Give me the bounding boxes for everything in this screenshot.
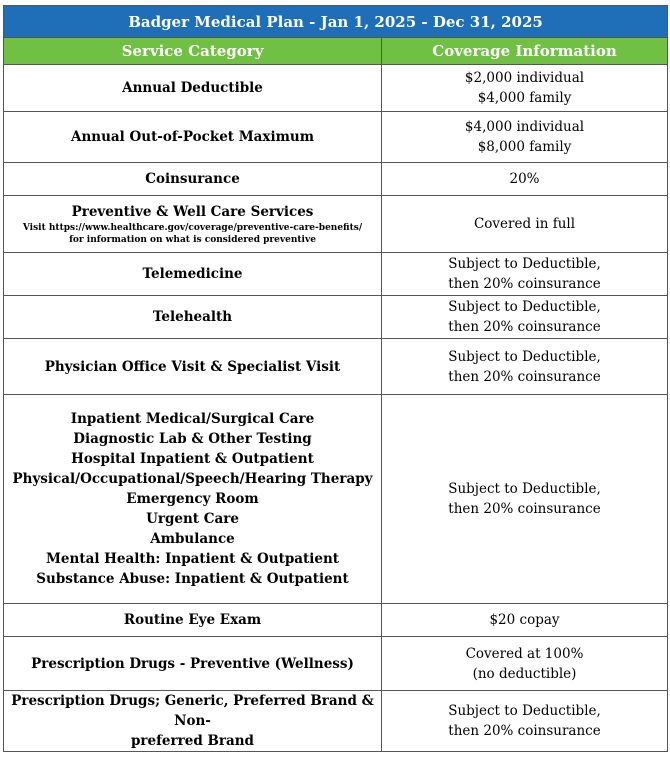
coverage-info-cell [382, 253, 668, 296]
coverage-info-cell [382, 339, 668, 395]
table-row [4, 604, 668, 637]
coverage-info-cell [382, 163, 668, 196]
coverage-info-text: then 20% coinsurance [448, 368, 601, 385]
service-category-text: Urgent Care [146, 511, 239, 527]
coverage-info-text: Subject to Deductible, [448, 299, 601, 315]
coverage-info-text: $8,000 family [477, 139, 572, 155]
header-row [4, 38, 668, 65]
coverage-info-text: $2,000 individual [464, 70, 585, 86]
coverage-info-cell [382, 395, 668, 604]
service-category-cell [4, 604, 382, 637]
service-category-cell [4, 253, 382, 296]
coverage-info-text: 20% [509, 171, 540, 187]
service-category-text: Physician Office Visit & Specialist Visit [44, 358, 341, 375]
coverage-info-cell [382, 196, 668, 253]
coverage-table [3, 5, 668, 752]
service-category-text: Diagnostic Lab & Other Testing [73, 431, 312, 447]
service-category-text: Hospital Inpatient & Outpatient [71, 451, 314, 467]
table-row [4, 637, 668, 691]
coverage-info-text: (no deductible) [472, 665, 577, 682]
coverage-info-text: then 20% coinsurance [448, 319, 601, 335]
service-category-cell [4, 163, 382, 196]
column-header-category: Service Category [4, 38, 382, 65]
table-row [4, 112, 668, 163]
preventive-note-text: for information on what is considered preventive [69, 235, 316, 245]
coverage-info-text: Subject to Deductible, [448, 481, 601, 497]
coverage-info-cell [382, 65, 668, 112]
coverage-info-text: $4,000 family [477, 90, 572, 106]
coverage-info-text: then 20% coinsurance [448, 723, 601, 739]
coverage-info-text: then 20% coinsurance [448, 276, 601, 292]
service-category-text: preferred Brand [130, 733, 255, 749]
service-category-text: Annual Out-of-Pocket Maximum [71, 129, 314, 145]
table-row [4, 691, 668, 752]
service-category-text: Routine Eye Exam [123, 612, 262, 628]
service-category-text: Telemedicine [142, 266, 243, 282]
service-category-cell [4, 296, 382, 339]
service-category-text: Prescription Drugs; Generic, Preferred Brand & Non- [11, 693, 374, 729]
table-row [4, 163, 668, 196]
table-row [4, 253, 668, 296]
service-category-text: Mental Health: Inpatient & Outpatient [45, 551, 340, 567]
service-category-text: Physical/Occupational/Speech/Hearing Therapy [12, 471, 373, 487]
service-category-cell [4, 691, 382, 752]
coverage-info-cell [382, 296, 668, 339]
service-category-cell [4, 65, 382, 112]
service-category-text: Ambulance [150, 531, 235, 547]
service-category-cell [4, 637, 382, 691]
service-category-cell [4, 112, 382, 163]
coverage-info-cell [382, 691, 668, 752]
coverage-info-text: Subject to Deductible, [448, 256, 601, 272]
column-header-coverage: Coverage Information [382, 38, 668, 65]
table-body [4, 65, 668, 752]
service-category-text: Telehealth [152, 309, 233, 325]
service-category-text: Inpatient Medical/Surgical Care [70, 411, 315, 427]
coverage-info-text: Covered in full [473, 216, 576, 232]
table-row [4, 339, 668, 395]
coverage-info-text: $20 copay [489, 612, 560, 628]
service-category-text: Prescription Drugs - Preventive (Wellness) [31, 655, 354, 672]
coverage-info-text: Covered at 100% [465, 645, 584, 662]
coverage-info-text: Subject to Deductible, [448, 703, 601, 719]
table-row [4, 395, 668, 604]
table-row [4, 296, 668, 339]
service-category-text: Coinsurance [145, 171, 240, 187]
service-category-text: Emergency Room [126, 491, 259, 507]
table-row [4, 65, 668, 112]
coverage-info-text: $4,000 individual [464, 119, 585, 135]
service-category-text: Substance Abuse: Inpatient & Outpatient [36, 571, 349, 587]
service-category-cell [4, 339, 382, 395]
service-category-cell [4, 395, 382, 604]
title-row [4, 6, 668, 38]
coverage-info-cell [382, 112, 668, 163]
plan-title: Badger Medical Plan - Jan 1, 2025 - Dec 31, 2025 [4, 6, 668, 38]
table-row [4, 196, 668, 253]
coverage-info-cell [382, 604, 668, 637]
preventive-note-text: Visit https://www.healthcare.gov/coverage/preventive-care-benefits/ [22, 223, 363, 233]
service-category-cell [4, 196, 382, 253]
service-category-text: Preventive & Well Care Services [71, 204, 314, 220]
coverage-info-text: then 20% coinsurance [448, 501, 601, 517]
coverage-info-text: Subject to Deductible, [448, 348, 601, 365]
service-category-text: Annual Deductible [122, 80, 263, 96]
coverage-info-cell [382, 637, 668, 691]
